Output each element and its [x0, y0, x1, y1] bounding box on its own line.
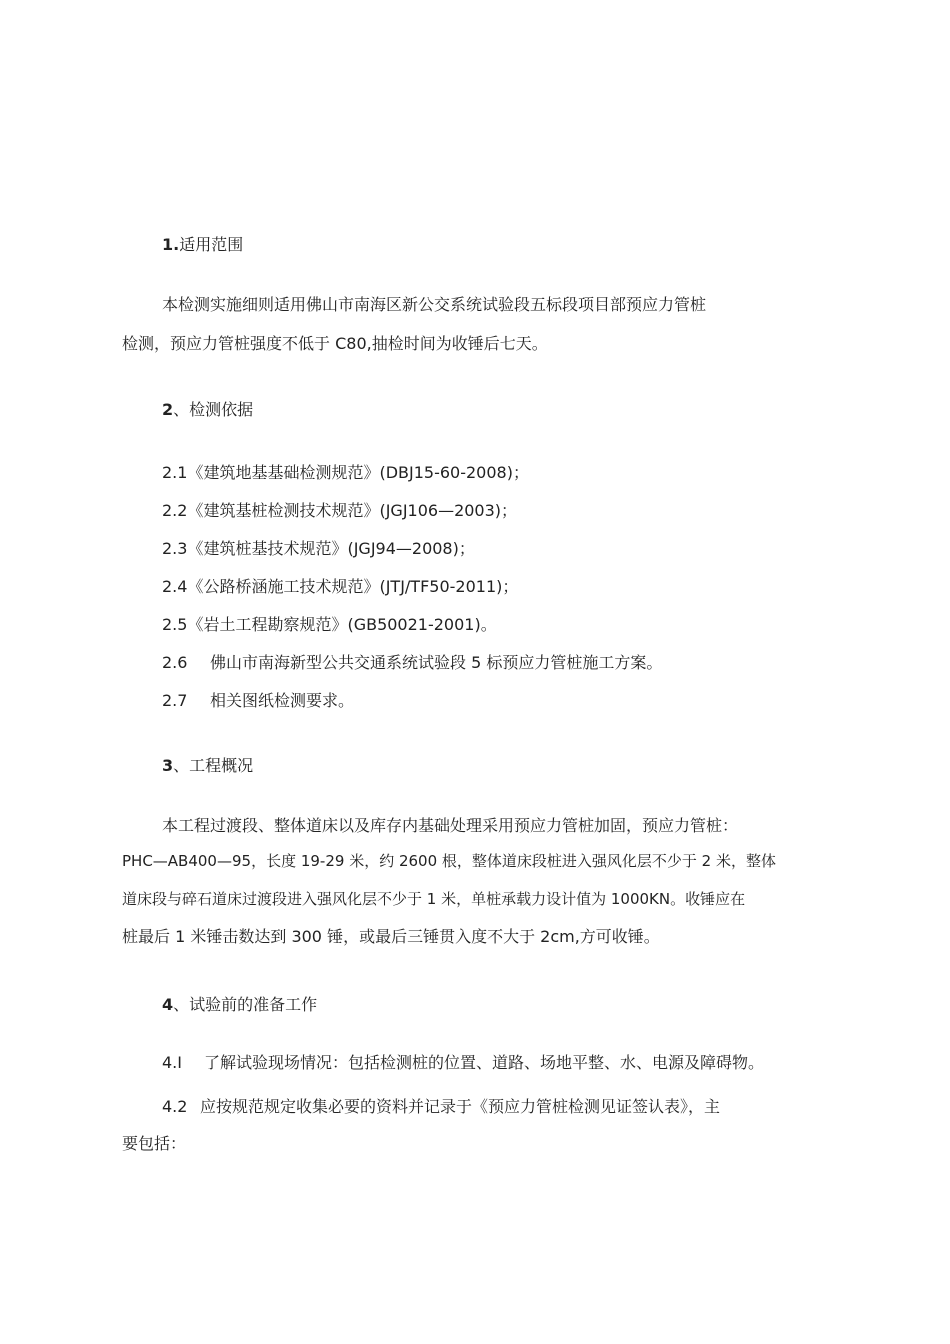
- reference-number: 2.7: [162, 691, 188, 710]
- section-3-heading: [162, 755, 253, 777]
- section-4-heading: [162, 994, 317, 1016]
- reference-item-2-3: [162, 538, 475, 560]
- section-3-number: 3: [162, 756, 174, 775]
- section-1-paragraph-line-1: 本检测实施细则适用佛山市南海区新公交系统试验段五标段项目部预应力管桩: [162, 295, 707, 314]
- reference-item-2-7: [162, 690, 354, 712]
- reference-text: 《建筑基桩检测技术规范》(JGJ106—2003)；: [187, 501, 518, 520]
- section-2-heading: [162, 399, 253, 421]
- section-2-number: 2: [162, 400, 174, 419]
- reference-text: 《建筑地基基础检测规范》(DBJ15-60-2008)；: [187, 463, 529, 482]
- reference-item-2-2: [162, 500, 517, 522]
- reference-number: 2.5: [162, 615, 188, 634]
- reference-text: 《建筑桩基技术规范》(JGJ94—2008)；: [187, 539, 475, 558]
- reference-text: 《公路桥涵施工技术规范》(JTJ/TF50-2011)；: [187, 577, 519, 596]
- section-2-title: 、检测依据: [173, 400, 254, 419]
- section-3-title: 、工程概况: [173, 756, 254, 775]
- prep-number: 4.I: [162, 1053, 182, 1072]
- prep-item-4-2: [162, 1096, 720, 1118]
- section-3-paragraph-line-3: 道床段与碎石道床过渡段进入强风化层不少于 1 米，单桩承载力设计值为 1000KN。收锤应在: [122, 890, 746, 908]
- section-3-paragraph-line-1: 本工程过渡段、整体道床以及库存内基础处理采用预应力管桩加固，预应力管桩：: [162, 816, 739, 835]
- reference-number: 2.2: [162, 501, 188, 520]
- reference-item-2-4: [162, 576, 518, 598]
- prep-item-4-1: [162, 1052, 764, 1074]
- reference-item-2-5: [162, 614, 497, 636]
- section-1-number: 1.: [162, 235, 180, 254]
- reference-item-2-1: [162, 462, 529, 484]
- reference-text: 佛山市南海新型公共交通系统试验段 5 标预应力管桩施工方案。: [210, 653, 663, 672]
- section-1-paragraph-line-2: 检测，预应力管桩强度不低于 C80,抽检时间为收锤后七天。: [122, 334, 548, 353]
- prep-text: 应按规范规定收集必要的资料并记录于《预应力管桩检测见证签认表》，主: [200, 1097, 721, 1116]
- reference-text: 相关图纸检测要求。: [210, 691, 355, 710]
- reference-number: 2.3: [162, 539, 188, 558]
- section-4-number: 4: [162, 995, 174, 1014]
- prep-item-4-2-continuation: 要包括：: [122, 1134, 187, 1153]
- prep-text: 了解试验现场情况：包括检测桩的位置、道路、场地平整、水、电源及障碍物。: [204, 1053, 765, 1072]
- reference-number: 2.6: [162, 653, 188, 672]
- prep-number: 4.2: [162, 1097, 188, 1116]
- section-1-heading: [162, 234, 243, 256]
- section-3-paragraph-line-4: 桩最后 1 米锤击数达到 300 锤，或最后三锤贯入度不大于 2cm,方可收锤。: [122, 927, 660, 946]
- reference-text: 《岩土工程勘察规范》(GB50021-2001)。: [187, 615, 497, 634]
- reference-number: 2.4: [162, 577, 188, 596]
- section-4-title: 、试验前的准备工作: [173, 995, 318, 1014]
- reference-number: 2.1: [162, 463, 188, 482]
- section-1-title: 适用范围: [179, 235, 244, 254]
- reference-item-2-6: [162, 652, 662, 674]
- section-3-paragraph-line-2: PHC—AB400—95，长度 19-29 米，约 2600 根，整体道床段桩进入强风化层不少于 2 米，整体: [122, 852, 776, 870]
